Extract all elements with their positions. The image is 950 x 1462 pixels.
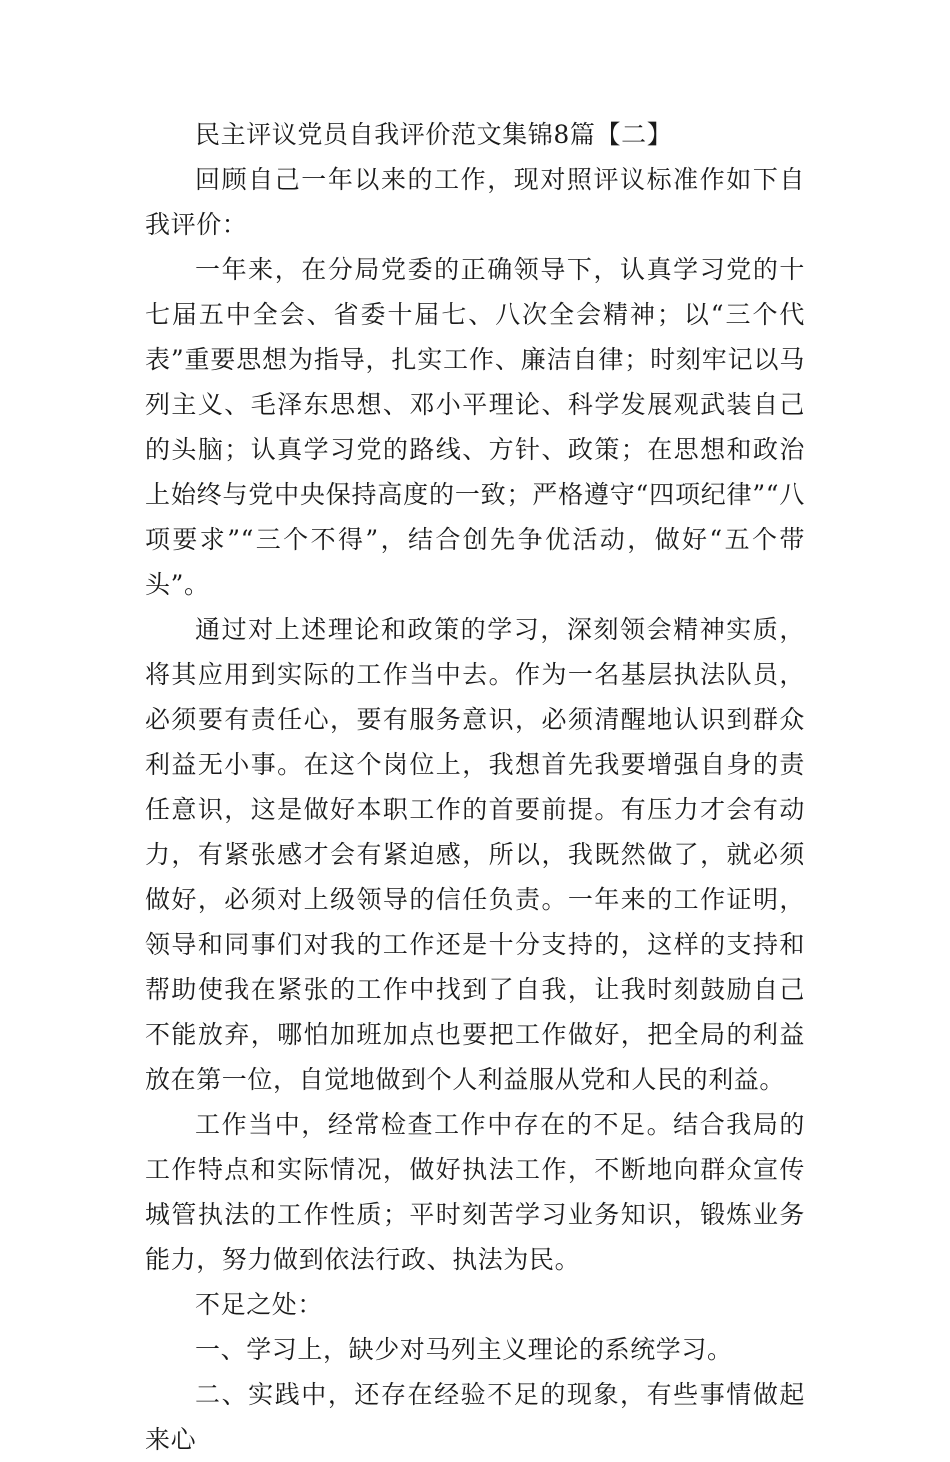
document-body [145, 112, 805, 1462]
paragraph-practice: 通过对上述理论和政策的学习，深刻领会精神实质，将其应用到实际的工作当中去。作为一名基层执法队员，必须要有责任心，要有服务意识，必须清醒地认识到群众利益无小事。在这个岗位上，我想首先我要增强自身的责任意识，这是做好本职工作的首要前提。有压力才会有动力，有紧张感才会有紧迫感，所以，我既然做了，就必须做好，必须对上级领导的信任负责。一年来的工作证明，领导和同事们对我的工作还是十分支持的，这样的支持和帮助使我在紧张的工作中找到了自我，让我时刻鼓励自己不能放弃，哪怕加班加点也要把工作做好，把全局的利益放在第一位，自觉地做到个人利益服从党和人民的利益。 [145, 615, 805, 1094]
document-title: 民主评议党员自我评价范文集锦8篇【二】 [195, 120, 673, 149]
paragraph-shortcoming-2: 二、实践中，还存在经验不足的现象，有些事情做起来心 [145, 1380, 805, 1454]
paragraph-shortcoming-1: 一、学习上，缺少对马列主义理论的系统学习。 [195, 1335, 733, 1364]
paragraph-study: 一年来，在分局党委的正确领导下，认真学习党的十七届五中全会、省委十届七、八次全会精神；以“三个代表”重要思想为指导，扎实工作、廉洁自律；时刻牢记以马列主义、毛泽东思想、邓小平理论、科学发展观武装自己的头脑；认真学习党的路线、方针、政策；在思想和政治上始终与党中央保持高度的一致；严格遵守“四项纪律”“八项要求”“三个不得”，结合创先争优活动，做好“五个带头”。 [145, 255, 805, 599]
paragraph-intro: 回顾自己一年以来的工作，现对照评议标准作如下自我评价： [145, 165, 805, 239]
paragraph-shortcomings-heading: 不足之处： [195, 1290, 324, 1319]
paragraph-work: 工作当中，经常检查工作中存在的不足。结合我局的工作特点和实际情况，做好执法工作，不断地向群众宣传城管执法的工作性质；平时刻苦学习业务知识，锻炼业务能力，努力做到依法行政、执法为民。 [145, 1110, 805, 1274]
